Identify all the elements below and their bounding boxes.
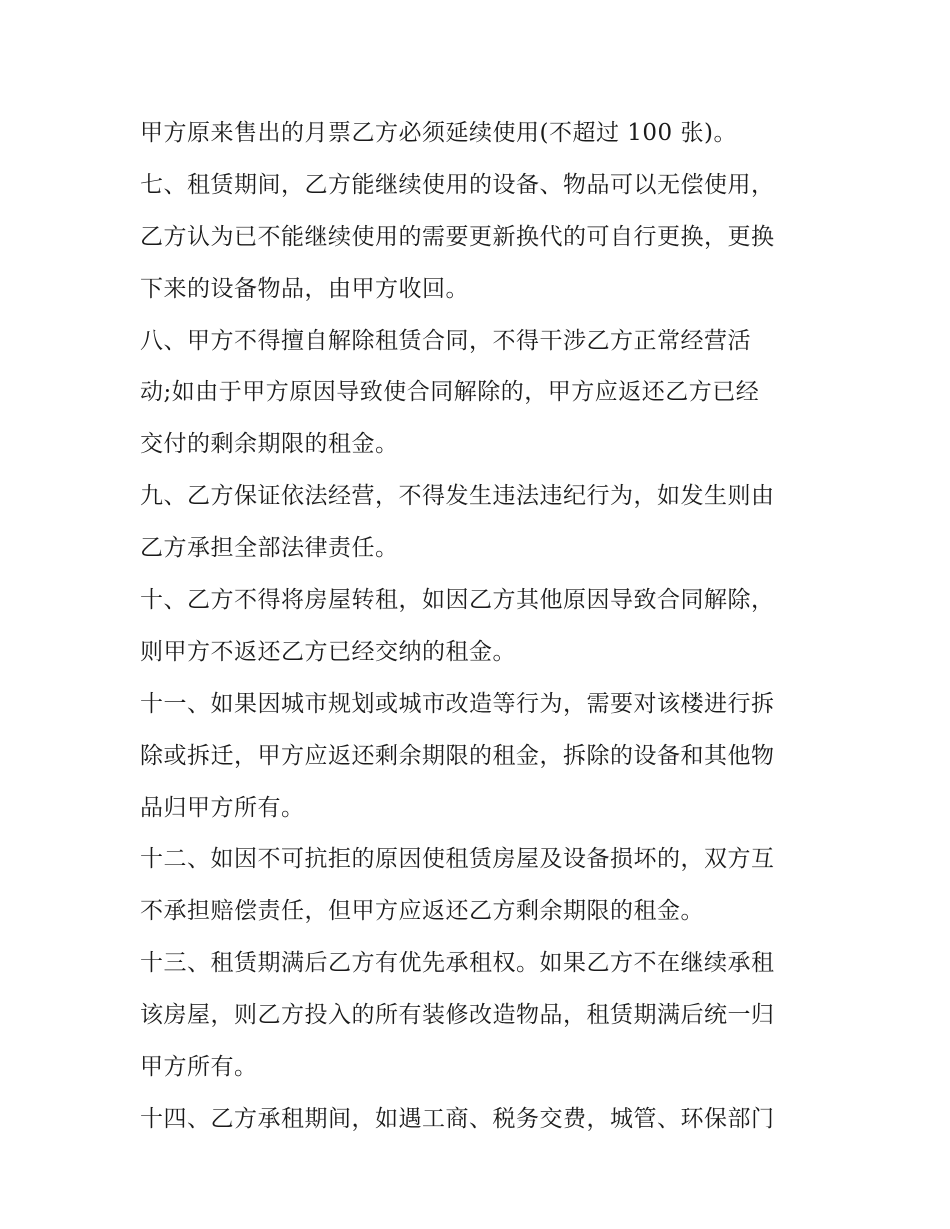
text-line: 十、乙方不得将房屋转租，如因乙方其他原因导致合同解除， <box>140 587 775 614</box>
contract-text <box>140 108 820 1146</box>
text-line: 则甲方不返还乙方已经交纳的租金。 <box>140 638 516 665</box>
text-line: 动;如由于甲方原因导致使合同解除的，甲方应返还乙方已经 <box>140 379 760 406</box>
text-line: 不承担赔偿责任，但甲方应返还乙方剩余期限的租金。 <box>140 898 704 925</box>
text-line: 该房屋，则乙方投入的所有装修改造物品，租赁期满后统一归 <box>140 1002 775 1029</box>
text-line: 七、租赁期间，乙方能继续使用的设备、物品可以无偿使用， <box>140 171 775 198</box>
text-line: 交付的剩余期限的租金。 <box>140 431 399 458</box>
text-line: 八、甲方不得擅自解除租赁合同，不得干涉乙方正常经营活 <box>140 327 751 354</box>
text-line: 品归甲方所有。 <box>140 794 305 821</box>
text-line: 甲方所有。 <box>140 1054 258 1081</box>
text-line: 十三、租赁期满后乙方有优先承租权。如果乙方不在继续承租 <box>140 950 775 977</box>
text-line: 十四、乙方承租期间，如遇工商、税务交费，城管、环保部门 <box>140 1105 775 1132</box>
text-line: 十二、如因不可抗拒的原因使租赁房屋及设备损坏的，双方互 <box>140 846 775 873</box>
text-line: 十一、如果因城市规划或城市改造等行为，需要对该楼进行拆 <box>140 690 775 717</box>
text-line: 下来的设备物品，由甲方收回。 <box>140 275 469 302</box>
text-line: 甲方原来售出的月票乙方必须延续使用(不超过 100 张)。 <box>140 120 737 146</box>
text-line: 乙方认为已不能继续使用的需要更新换代的可自行更换，更换 <box>140 223 775 250</box>
text-line: 九、乙方保证依法经营，不得发生违法违纪行为，如发生则由 <box>140 483 775 510</box>
text-line: 除或拆迁，甲方应返还剩余期限的租金，拆除的设备和其他物 <box>140 742 775 769</box>
text-line: 乙方承担全部法律责任。 <box>140 535 399 562</box>
